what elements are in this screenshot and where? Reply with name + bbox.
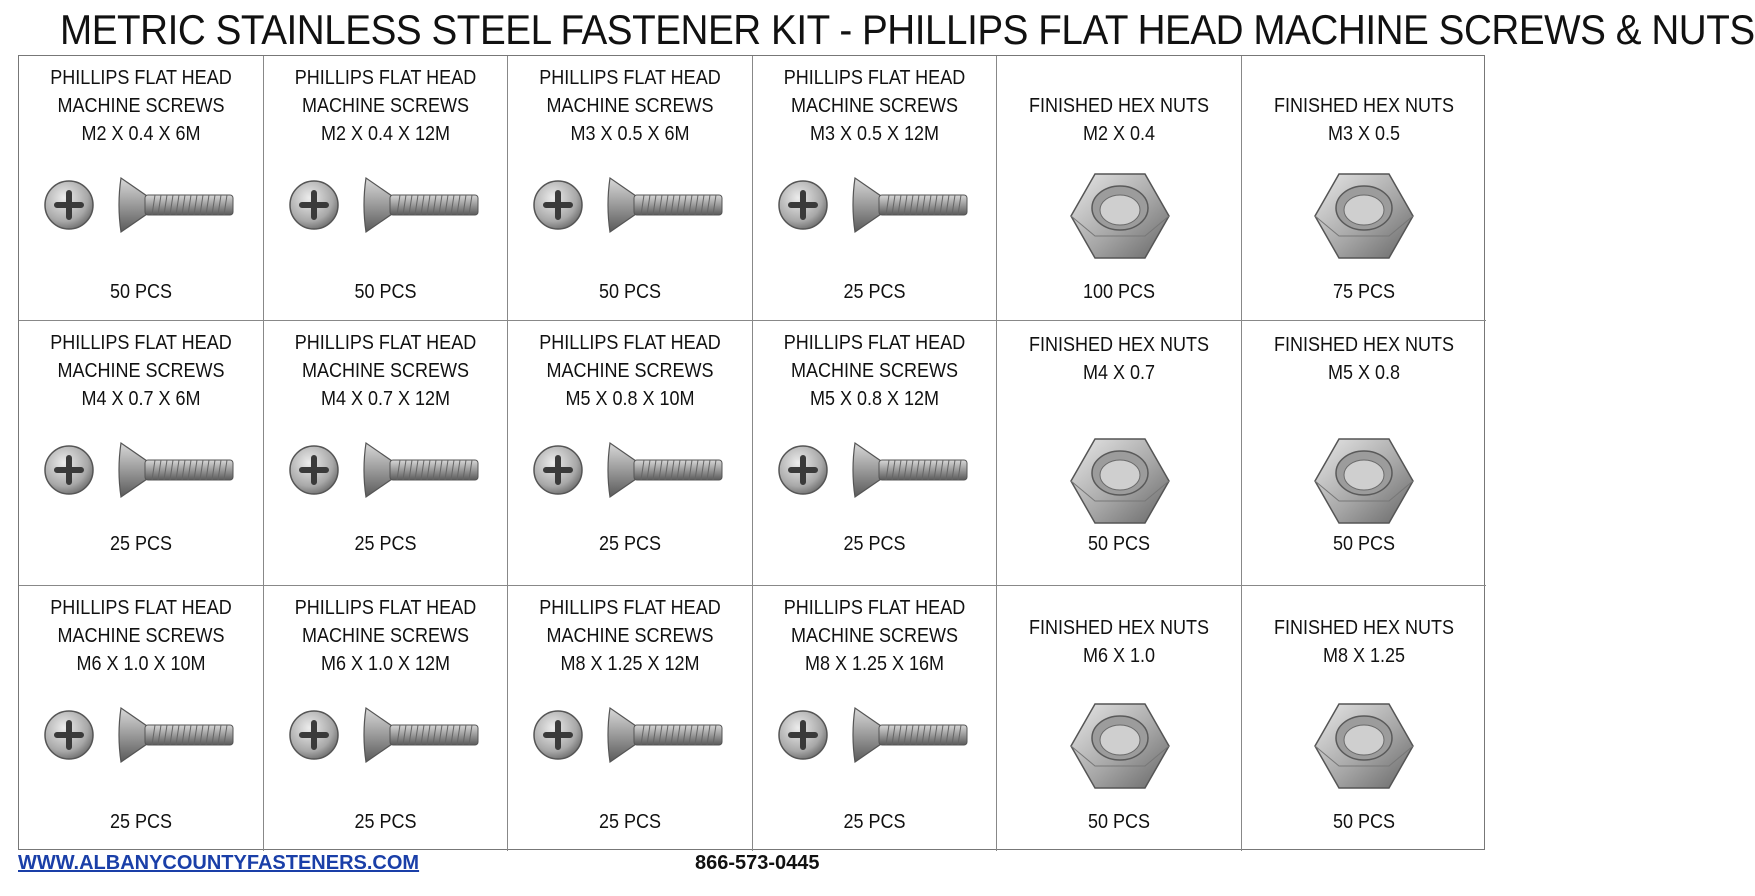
hex-nut-image [1309, 166, 1419, 266]
screw-head-icon [290, 711, 338, 759]
hex-nut-cell [1242, 56, 1486, 321]
product-subtype-label: MACHINE SCREWS [790, 360, 959, 382]
screw-image [284, 433, 484, 503]
product-type-label: PHILLIPS FLAT HEAD [50, 597, 232, 619]
quantity-label: 100 PCS [1082, 281, 1156, 303]
screw-head-icon [779, 711, 827, 759]
quantity-label: 25 PCS [843, 533, 906, 555]
screw-cell [19, 56, 264, 321]
product-type-label: PHILLIPS FLAT HEAD [294, 597, 477, 619]
product-subtype-label: MACHINE SCREWS [301, 360, 470, 382]
product-type-label: FINISHED HEX NUTS [1273, 334, 1455, 356]
screw-cell [753, 321, 997, 586]
product-type-label: FINISHED HEX NUTS [1028, 95, 1210, 117]
hex-nut-icon [1315, 704, 1413, 788]
thread-size-label: M2 X 0.4 [1082, 123, 1156, 145]
hex-nut-image [1065, 696, 1175, 796]
screw-image [39, 433, 239, 503]
screw-cell [508, 586, 753, 851]
size-label: M8 X 1.25 X 16M [804, 653, 945, 675]
screw-head-icon [45, 711, 93, 759]
page-title: METRIC STAINLESS STEEL FASTENER KIT - PHILLIPS FLAT HEAD MACHINE SCREWS & NUTS [60, 6, 1755, 53]
screw-cell [264, 321, 508, 586]
thread-size-label: M3 X 0.5 [1327, 123, 1401, 145]
size-label: M4 X 0.7 X 12M [320, 388, 451, 410]
screw-head-icon [290, 446, 338, 494]
size-label: M6 X 1.0 X 10M [76, 653, 206, 675]
phone-number: 866-573-0445 [695, 852, 820, 874]
screw-side-icon [364, 178, 478, 232]
screw-image [528, 433, 728, 503]
hex-nut-image [1065, 166, 1175, 266]
quantity-label: 25 PCS [598, 533, 662, 555]
product-subtype-label: MACHINE SCREWS [57, 360, 225, 382]
product-subtype-label: MACHINE SCREWS [790, 95, 959, 117]
quantity-label: 50 PCS [598, 281, 662, 303]
screw-image [39, 168, 239, 238]
quantity-label: 50 PCS [1332, 533, 1396, 555]
screw-image [773, 698, 973, 768]
product-subtype-label: MACHINE SCREWS [546, 625, 714, 647]
quantity-label: 25 PCS [354, 533, 417, 555]
screw-cell [753, 586, 997, 851]
screw-side-icon [853, 708, 967, 762]
size-label: M4 X 0.7 X 6M [81, 388, 201, 410]
quantity-label: 75 PCS [1332, 281, 1396, 303]
hex-nut-icon [1071, 439, 1169, 523]
screw-side-icon [364, 708, 478, 762]
screw-head-icon [779, 181, 827, 229]
product-subtype-label: MACHINE SCREWS [57, 95, 225, 117]
quantity-label: 25 PCS [109, 811, 173, 833]
hex-nut-cell [997, 586, 1242, 851]
thread-size-label: M6 X 1.0 [1082, 645, 1156, 667]
website-link[interactable]: WWW.ALBANYCOUNTYFASTENERS.COM [18, 852, 420, 874]
screw-cell [753, 56, 997, 321]
product-type-label: PHILLIPS FLAT HEAD [539, 67, 721, 89]
screw-image [284, 168, 484, 238]
hex-nut-icon [1071, 174, 1169, 258]
size-label: M5 X 0.8 X 12M [809, 388, 940, 410]
screw-cell [19, 586, 264, 851]
product-type-label: PHILLIPS FLAT HEAD [539, 332, 721, 354]
quantity-label: 50 PCS [1087, 533, 1151, 555]
size-label: M6 X 1.0 X 12M [320, 653, 451, 675]
size-label: M2 X 0.4 X 6M [81, 123, 201, 145]
screw-side-icon [853, 178, 967, 232]
product-type-label: FINISHED HEX NUTS [1273, 617, 1455, 639]
screw-head-icon [45, 181, 93, 229]
product-subtype-label: MACHINE SCREWS [301, 625, 470, 647]
quantity-label: 50 PCS [1087, 811, 1151, 833]
product-type-label: PHILLIPS FLAT HEAD [783, 67, 966, 89]
hex-nut-image [1309, 696, 1419, 796]
screw-side-icon [853, 443, 967, 497]
screw-side-icon [119, 443, 233, 497]
screw-head-icon [290, 181, 338, 229]
size-label: M3 X 0.5 X 12M [809, 123, 940, 145]
fastener-grid [18, 55, 1485, 850]
product-type-label: PHILLIPS FLAT HEAD [294, 332, 477, 354]
thread-size-label: M4 X 0.7 [1082, 362, 1156, 384]
size-label: M8 X 1.25 X 12M [560, 653, 700, 675]
quantity-label: 25 PCS [109, 533, 173, 555]
product-subtype-label: MACHINE SCREWS [790, 625, 959, 647]
screw-side-icon [608, 178, 722, 232]
product-type-label: FINISHED HEX NUTS [1028, 617, 1210, 639]
screw-image [528, 168, 728, 238]
screw-image [39, 698, 239, 768]
product-type-label: PHILLIPS FLAT HEAD [294, 67, 477, 89]
product-subtype-label: MACHINE SCREWS [57, 625, 225, 647]
screw-cell [264, 56, 508, 321]
hex-nut-icon [1315, 439, 1413, 523]
product-subtype-label: MACHINE SCREWS [301, 95, 470, 117]
quantity-label: 25 PCS [354, 811, 417, 833]
product-type-label: PHILLIPS FLAT HEAD [539, 597, 721, 619]
size-label: M3 X 0.5 X 6M [570, 123, 690, 145]
quantity-label: 50 PCS [1332, 811, 1396, 833]
screw-image [528, 698, 728, 768]
screw-cell [508, 321, 753, 586]
hex-nut-image [1309, 431, 1419, 531]
hex-nut-cell [1242, 586, 1486, 851]
hex-nut-image [1065, 431, 1175, 531]
quantity-label: 50 PCS [354, 281, 417, 303]
product-type-label: FINISHED HEX NUTS [1028, 334, 1210, 356]
hex-nut-cell [997, 321, 1242, 586]
size-label: M5 X 0.8 X 10M [565, 388, 695, 410]
screw-head-icon [534, 711, 582, 759]
screw-cell [264, 586, 508, 851]
hex-nut-icon [1315, 174, 1413, 258]
thread-size-label: M5 X 0.8 [1327, 362, 1401, 384]
screw-head-icon [534, 181, 582, 229]
screw-image [773, 433, 973, 503]
hex-nut-cell [997, 56, 1242, 321]
product-type-label: PHILLIPS FLAT HEAD [783, 597, 966, 619]
quantity-label: 25 PCS [598, 811, 662, 833]
thread-size-label: M8 X 1.25 [1322, 645, 1406, 667]
product-type-label: PHILLIPS FLAT HEAD [50, 67, 232, 89]
quantity-label: 25 PCS [843, 281, 906, 303]
product-subtype-label: MACHINE SCREWS [546, 95, 714, 117]
screw-head-icon [45, 446, 93, 494]
screw-cell [19, 321, 264, 586]
size-label: M2 X 0.4 X 12M [320, 123, 451, 145]
screw-image [284, 698, 484, 768]
screw-side-icon [364, 443, 478, 497]
product-type-label: FINISHED HEX NUTS [1273, 95, 1455, 117]
product-type-label: PHILLIPS FLAT HEAD [783, 332, 966, 354]
hex-nut-icon [1071, 704, 1169, 788]
hex-nut-cell [1242, 321, 1486, 586]
screw-head-icon [534, 446, 582, 494]
screw-head-icon [779, 446, 827, 494]
screw-side-icon [119, 708, 233, 762]
quantity-label: 25 PCS [843, 811, 906, 833]
screw-side-icon [119, 178, 233, 232]
screw-side-icon [608, 443, 722, 497]
screw-image [773, 168, 973, 238]
quantity-label: 50 PCS [109, 281, 173, 303]
screw-side-icon [608, 708, 722, 762]
product-type-label: PHILLIPS FLAT HEAD [50, 332, 232, 354]
product-subtype-label: MACHINE SCREWS [546, 360, 714, 382]
screw-cell [508, 56, 753, 321]
